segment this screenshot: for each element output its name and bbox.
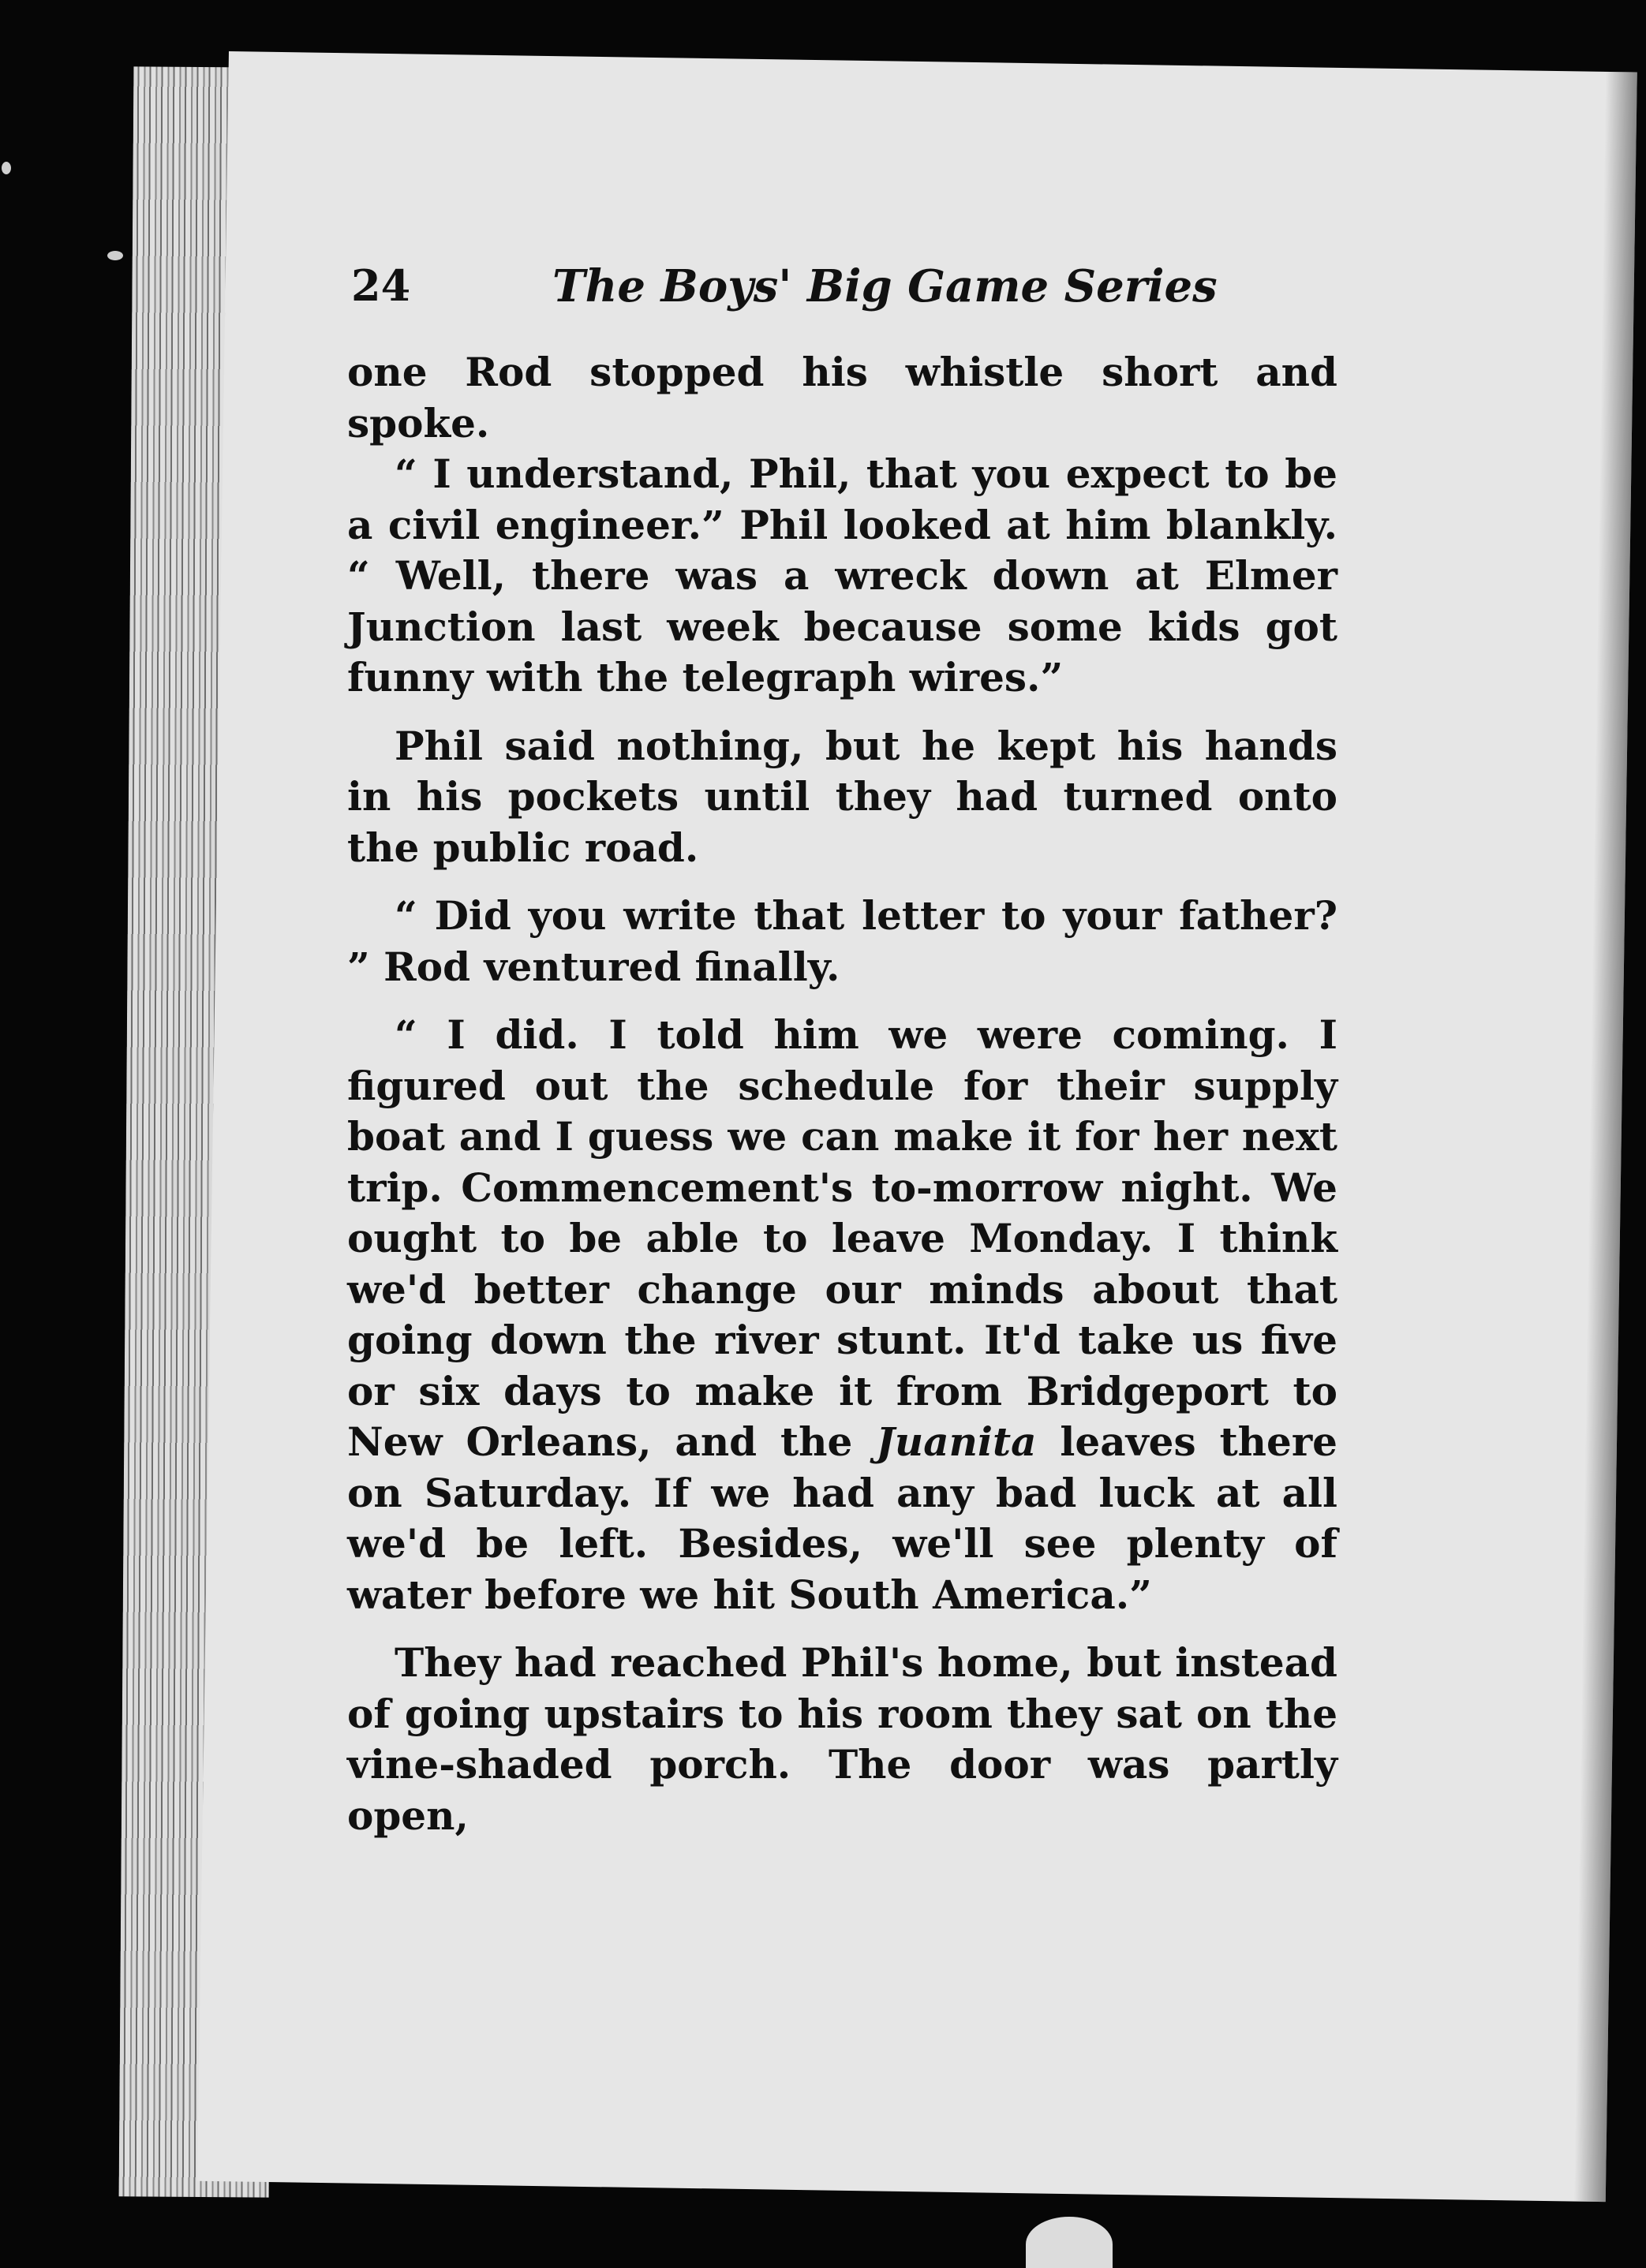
paragraph: Phil said nothing, but he kept his hands in his pockets until they had turned onto the public road. [347,722,1337,871]
scan-artifact [107,251,123,260]
page-header [351,260,1218,331]
body-text [347,347,1337,1841]
paragraph-continuation: one Rod stopped his whistle short and spoke. [347,349,1337,447]
page-number: 24 [351,260,411,311]
running-title: The Boys' Big Game Series [552,260,1218,312]
paragraph: “ I understand, Phil, that you expect to be a civil engineer.” Phil looked at him blankly. “ Well, there was a wreck down at Elmer Junction last week because some kids got funny with the telegraph wires.” [347,450,1337,701]
paragraph: They had reached Phil's home, but instead of going upstairs to his room they sat on the vine-shaded porch. The door was partly open, [347,1639,1337,1839]
ship-name: Juanita [876,1418,1037,1465]
scan-artifact [2,162,11,174]
page-edge-shadow [1574,72,1637,2202]
paragraph-text: leaves there on Saturday. If we had any bad luck at all we'd be left. Besides, we'll see plenty of water before we hit South America.” [347,1418,1337,1618]
scan-artifact [1026,2217,1113,2268]
paragraph: “ Did you write that letter to your father? ” Rod ventured finally. [347,892,1337,990]
paragraph [347,1010,1337,1620]
paragraph-text: “ I did. I told him we were coming. I figured out the schedule for their supply boat and I guess we can make it for her next trip. Commencement's to-morrow night. We ought to be able to leave Monday. I think we'd better change our minds about that going down the river stunt. It'd take us five or six days to make it from Bridgeport to New Orleans, and the [347,1011,1337,1465]
